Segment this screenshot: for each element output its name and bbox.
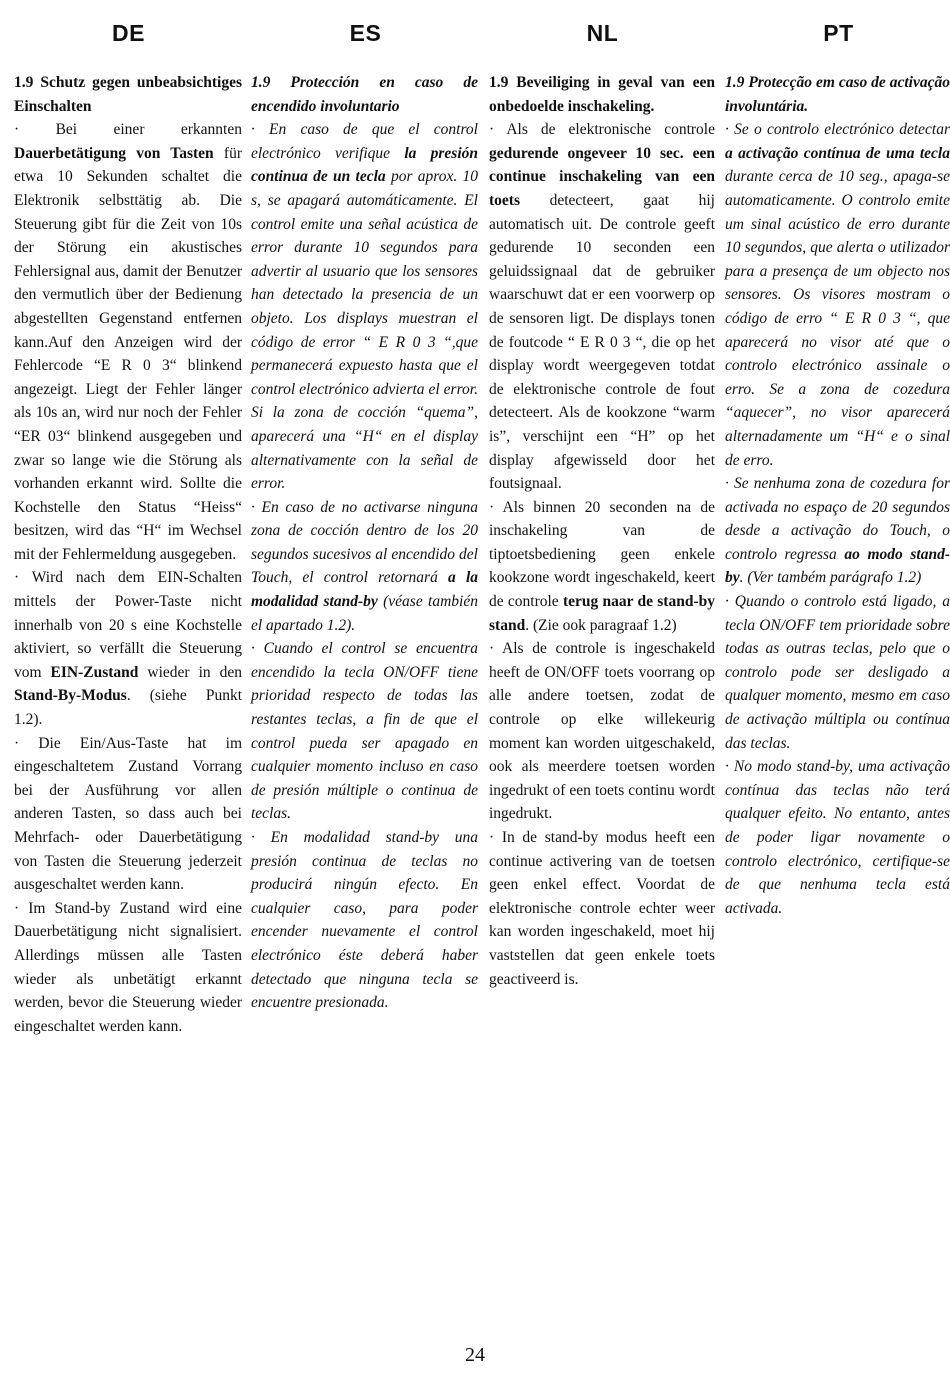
bold-text: EIN-Zustand <box>50 663 139 681</box>
text-run: (véase también el apartado 1.2). <box>251 593 478 634</box>
bold-text: gedurende ongeveer 10 sec. een continue inschakeling van een toets <box>489 144 715 209</box>
paragraph-es-1 <box>251 118 478 496</box>
paragraph-nl-3 <box>489 637 715 826</box>
section-title-pt: 1.9 Protecção em caso de activação involuntária. <box>725 74 950 115</box>
paragraph-nl-2 <box>489 496 715 638</box>
header-pt: PT <box>823 20 854 46</box>
section-title-nl: 1.9 Beveiliging in geval van een onbedoelde inschakeling. <box>489 74 715 115</box>
text-run: · En caso de que el control electrónico verifique <box>251 121 478 162</box>
paragraph-es-2 <box>251 496 478 638</box>
text-run: . (siehe Punkt 1.2). <box>14 687 242 729</box>
text-run: durante cerca de 10 seg., apaga-se automaticamente. O controlo emite um sinal acústico de erro durante 10 segundos, que alerta o utilizador para a presença de um objecto nos sensores. Os visores mostram o código de erro “ E R 0 3 “, que aparecerá no visor até que o controlo electrónico assinale o erro. Se a zona de cozedura “aquecer”, no visor aparecerá alternadamente um “H“ e o sinal de erro. <box>725 168 950 469</box>
text-run: · No modo stand-by, uma activação contínua das teclas não terá qualquer efeito. No entanto, antes de poder ligar novamente o controlo electrónico, certifique-se de que nenhuma tecla está activada. <box>725 758 950 917</box>
column-pt <box>725 71 950 920</box>
text-run: · In de stand-by modus heeft een continue activering van de toetsen geen enkel effect. Voordat de elektronische controle echter weer kan worden ingeschakeld, moet hij vaststellen dat geen enkele toets geactiveerd is. <box>489 829 715 988</box>
paragraph-de-2 <box>14 566 242 731</box>
text-run: · Als de controle is ingeschakeld heeft de ON/OFF toets voorrang op alle andere toetsen, zodat de controle op elke willekeurig moment kan worden uitgeschakeld, ook als meerdere toetsen worden ingedrukt of een toets continu wordt ingedrukt. <box>489 640 715 823</box>
text-run: . (Ver também parágrafo 1.2) <box>739 569 922 587</box>
bold-text: Stand-By-Modus <box>14 687 127 705</box>
text-run: · Se nenhuma zona de cozedura for activada no espaço de 20 segundos desde a activação do Touch, o controlo regressa <box>725 475 950 563</box>
text-run: · En caso de no activarse ninguna zona de cocción dentro de los 20 segundos sucesivos al encendido del Touch, el control retornará <box>251 498 478 587</box>
bold-text: ao modo stand-by <box>725 545 950 587</box>
text-run: detecteert, gaat hij automatisch uit. De controle geeft gedurende 10 seconden een geluidssignaal dat de gebruiker waarschuwt dat er een voorwerp op de sensoren ligt. De displays tonen de foutcode “ E R 0 3 “, die op het display wordt weergegeven totdat de elektronische controle de fout detecteert. Als de kookzone “warm is”, verschijnt een “H” op het display afgewisseld door het foutsignaal. <box>489 191 715 493</box>
paragraph-nl-1 <box>489 118 715 496</box>
text-run: wieder in den <box>138 663 242 681</box>
text-run: · Wird nach dem EIN-Schalten mittels der Power-Taste nicht innerhalb von 20 s eine Kochstelle aktiviert, so verfällt die Steuerung vom <box>14 569 242 681</box>
column-es <box>251 71 478 1015</box>
text-run: · Quando o controlo está ligado, a tecla ON/OFF tem prioridade sobre todas as outras teclas, pelo que o controlo pode ser desligado a qualquer momento, mesmo em caso de activação múltipla ou contínua das teclas. <box>725 593 950 752</box>
text-run: · Als binnen 20 seconden na de inschakeling van de tiptoetsbediening geen enkele kookzone wordt ingeschakeld, keert de controle <box>489 498 715 611</box>
section-title-es: 1.9 Protección en caso de encendido involuntario <box>251 74 478 115</box>
text-run: . (Zie ook paragraaf 1.2) <box>525 616 677 634</box>
header-nl: NL <box>586 20 619 46</box>
text-run: · Die Ein/Aus-Taste hat im eingeschaltetem Zustand Vorrang bei der Ausführung vor allen anderen Tasten, so dass auch bei Mehrfach- oder Dauerbetätigung von Tasten die Steuerung jederzeit ausgeschaltet werden kann. <box>14 734 242 894</box>
paragraph-de-3 <box>14 732 242 897</box>
paragraph-de-1 <box>14 118 242 566</box>
paragraph-es-4 <box>251 826 478 1015</box>
paragraph-pt-4 <box>725 755 950 920</box>
section-title-de: 1.9 Schutz gegen unbeabsichtiges Einschalten <box>14 74 242 115</box>
bold-text: terug naar de stand-by stand <box>489 593 715 634</box>
header-de: DE <box>112 20 145 46</box>
text-run: · Se o controlo electrónico detectar <box>725 121 950 139</box>
column-de <box>14 71 242 1038</box>
column-nl <box>489 71 715 991</box>
bold-text: a la modalidad stand-by <box>251 569 479 611</box>
paragraph-de-4 <box>14 897 242 1039</box>
text-run: · En modalidad stand-by una presión continua de teclas no producirá ningún efecto. En cualquier caso, para poder encender nuevamente el control electrónico éste deberá haber detectado que ninguna tecla se encuentre presionada. <box>251 829 478 1012</box>
paragraph-pt-2 <box>725 472 950 590</box>
paragraph-pt-1 <box>725 118 950 472</box>
paragraph-pt-3 <box>725 590 950 755</box>
text-run: · Cuando el control se encuentra encendido la tecla ON/OFF tiene prioridad respecto de todas las restantes teclas, a fin de que el control pueda ser apagado en cualquier momento incluso en caso de presión múltiple o continua de teclas. <box>251 640 478 823</box>
text-run: · Als de elektronische controle <box>489 121 715 139</box>
text-run: por aprox. 10 s, se apagará automáticamente. El control emite una señal acústica de error durante 10 segundos para advertir al usuario que los sensores han detectado la presencia de un objeto. Los displays muestran el código de error “ E R 0 3 “,que permanecerá expuesto hasta que el control electrónico advierta el error. Si la zona de cocción “quema”, aparecerá una “H“ en el display alternativamente con la señal de error. <box>251 168 478 493</box>
bold-text: la presión continua de un tecla <box>251 144 478 186</box>
text-run: für etwa 10 Sekunden schaltet die Elektronik selbsttätig ab. Die Steuerung gibt für die Zeit von 10s der Störung ein akustisches Fehlersignal aus, damit der Benutzer den vermutlich über der Bedienung abgestellten Gegenstand entfernen kann.Auf den Anzeigen wird der Fehlercode “E R 0 3“ blinkend angezeigt. Liegt der Fehler länger als 10s an, wird nur noch der Fehler “ER 03“ blinkend ausgegeben und zwar so lange wie die Störung als vorhanden erkannt wird. Sollte die Kochstelle den Status “Heiss“ besitzen, wird das “H“ im Wechsel mit der Fehlermeldung ausgegeben. <box>14 144 242 563</box>
bold-text: Dauerbetätigung von Tasten <box>14 144 214 162</box>
paragraph-nl-4 <box>489 826 715 991</box>
text-run: · Bei einer erkannten <box>14 121 242 139</box>
page-number: 24 <box>465 1344 485 1366</box>
header-es: ES <box>349 20 382 46</box>
paragraph-es-3 <box>251 637 478 826</box>
text-run: · Im Stand-by Zustand wird eine Dauerbetätigung nicht signalisiert. Allerdings müssen alle Tasten wieder als unbetätigt erkannt werden, bevor die Steuerung wieder eingeschaltet werden kann. <box>14 899 242 1035</box>
bold-text: a activação contínua de uma tecla <box>725 144 950 162</box>
